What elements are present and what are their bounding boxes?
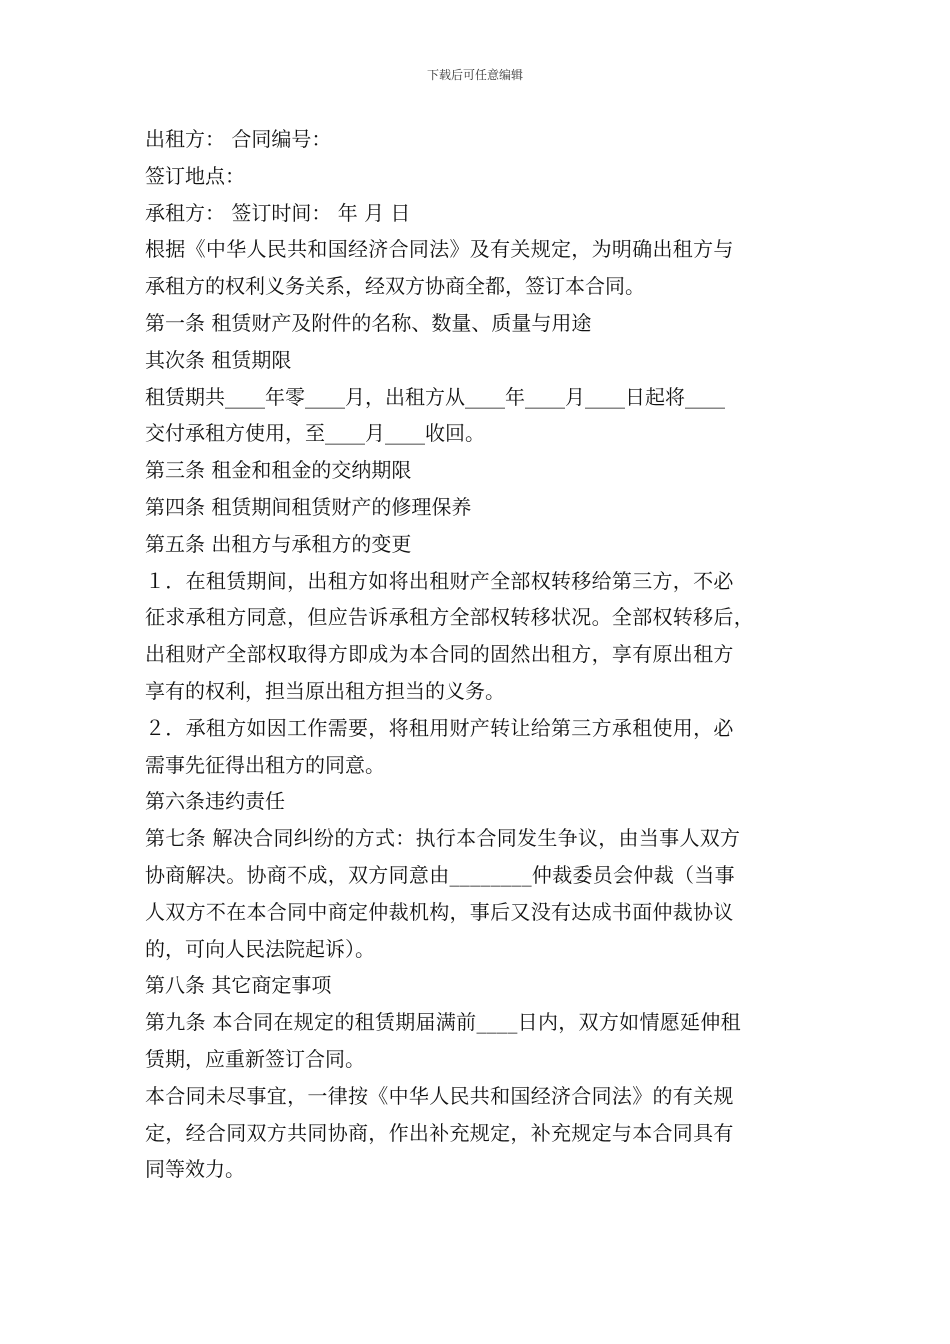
text-line: 其次条 租赁期限: [145, 347, 292, 372]
text-line: ２．承租方如因工作需要，将租用财产转让给第三方承租使用，必: [145, 715, 734, 740]
contract-body: [145, 121, 825, 1188]
text-line: 签订地点：: [145, 163, 245, 188]
text-line: 承租方的权利义务关系，经双方协商全都，签订本合同。: [145, 274, 645, 299]
text-line: 第八条 其它商定事项: [145, 973, 332, 998]
text-line: 第六条违约责任: [145, 789, 285, 814]
text-line: 出租方： 合同编号：: [145, 127, 332, 151]
text-line: 第一条 租赁财产及附件的名称、数量、质量与用途: [145, 310, 592, 335]
text-line: 享有的权利，担当原出租方担当的义务。: [145, 678, 505, 703]
text-line: 承租方： 签订时间： 年 月 日: [145, 200, 411, 225]
text-line: 第五条 出租方与承租方的变更: [145, 531, 412, 556]
text-line: 本合同未尽事宜，一律按《中华人民共和国经济合同法》的有关规: [145, 1083, 734, 1108]
text-line: １．在租赁期间，出租方如将出租财产全部权转移给第三方，不必: [145, 568, 734, 593]
text-line: 出租财产全部权取得方即成为本合同的固然出租方，享有原出租方: [145, 642, 734, 667]
text-line: 同等效力。: [145, 1157, 245, 1182]
text-line: 协商解决。协商不成，双方同意由________仲裁委员会仲裁（当事: [145, 862, 735, 887]
text-line: 交付承租方使用，至____月____收回。: [145, 421, 485, 446]
text-line: 人双方不在本合同中商定仲裁机构，事后又没有达成书面仲裁协议: [145, 899, 734, 924]
text-line: 赁期，应重新签订合同。: [145, 1046, 365, 1071]
text-line: 征求承租方同意，但应告诉承租方全部权转移状况。全部权转移后，: [145, 605, 754, 630]
page-header-note: 下载后可任意编辑: [426, 68, 523, 82]
text-line: 定，经合同双方共同协商，作出补充规定，补充规定与本合同具有: [145, 1120, 734, 1145]
text-line: 第九条 本合同在规定的租赁期届满前____日内，双方如情愿延伸租: [145, 1010, 741, 1035]
text-line: 第七条 解决合同纠纷的方式：执行本合同发生争议，由当事人双方: [145, 826, 741, 851]
text-line: 第四条 租赁期间租赁财产的修理保养: [145, 494, 472, 519]
text-line: 第三条 租金和租金的交纳期限: [145, 458, 412, 483]
text-line: 的，可向人民法院起诉）。: [145, 936, 375, 961]
text-line: 租赁期共____年零____月，出租方从____年____月____日起将____: [145, 384, 725, 409]
text-line: 根据《中华人民共和国经济合同法》及有关规定，为明确出租方与: [145, 237, 734, 262]
text-line: 需事先征得出租方的同意。: [145, 752, 385, 777]
